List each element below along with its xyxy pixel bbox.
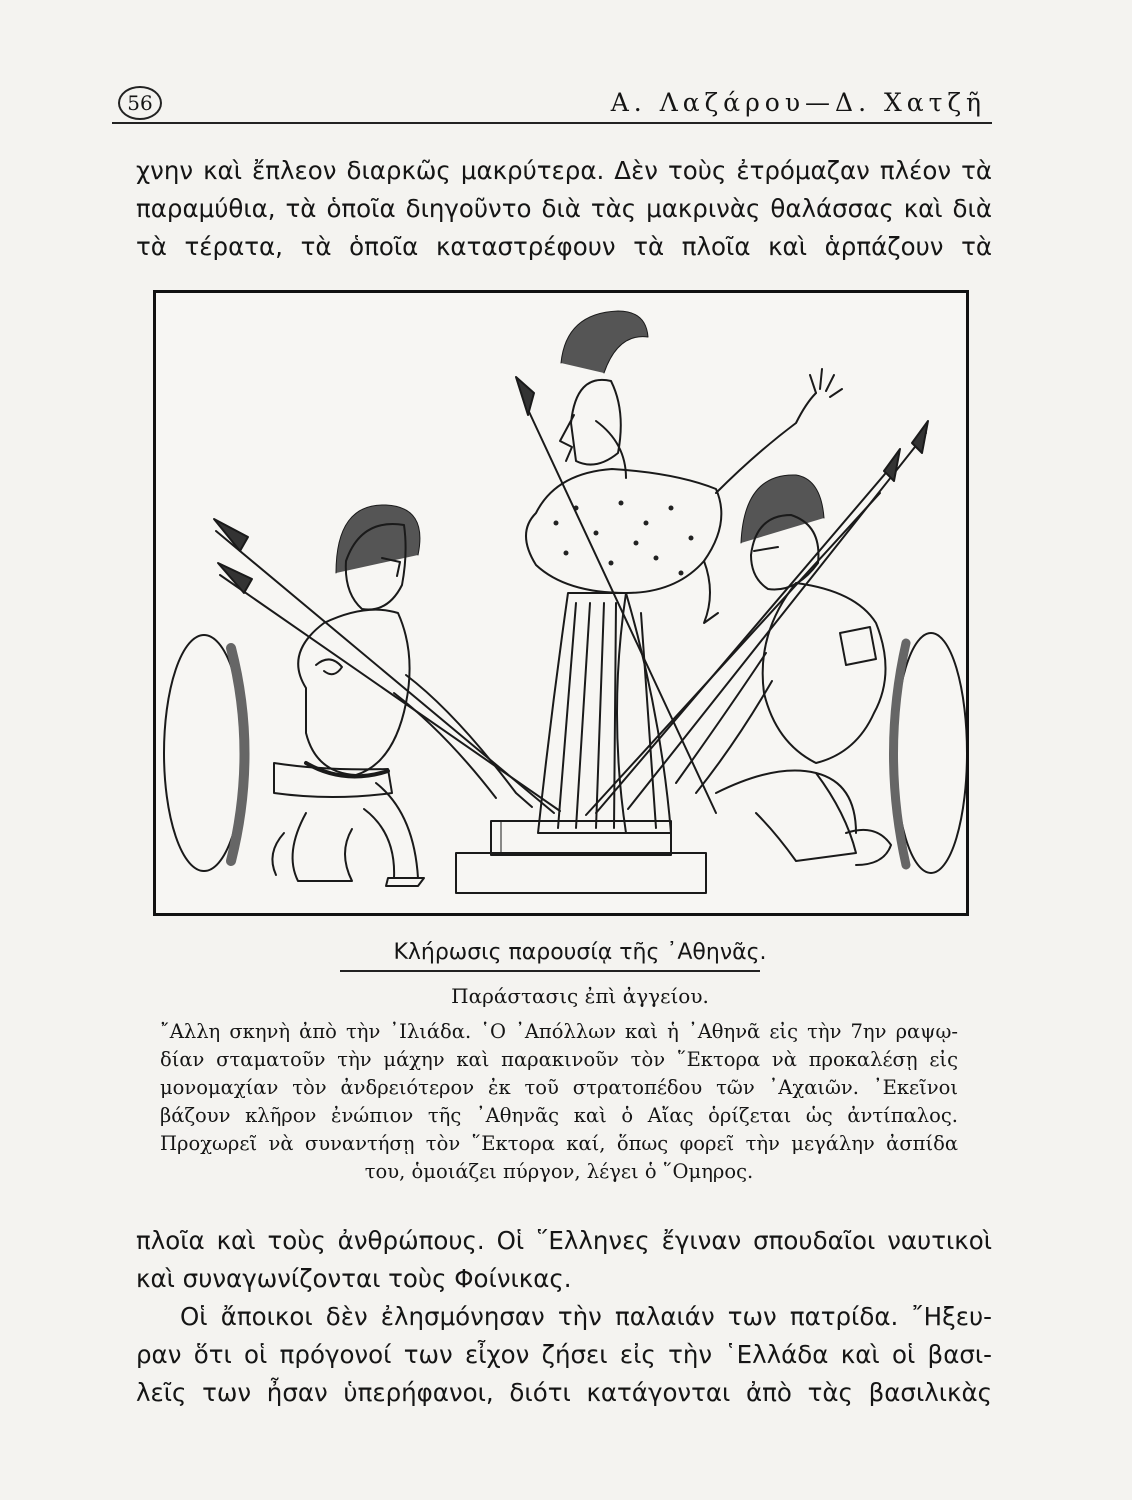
altar-illustration [456,821,706,893]
caption-underline [340,970,760,972]
text-line: ραν ὅτι οἱ πρόγονοί των εἶχον ζήσει εἰς τὴν ῾Ελλάδα καὶ οἱ βασι- [136,1340,992,1369]
figure-caption-title: Κλήρωσις παρουσίᾳ τῆς ᾿Αθηνᾶς. [393,940,767,965]
caption-line: ῎Αλλη σκηνὴ ἀπὸ τὴν ᾿Ιλιάδα. ῾Ο ᾿Απόλλων καὶ ἡ ᾿Αθηνᾶ εἰς τὴν 7ην ραψῳ- [160,1020,958,1043]
right-shield-illustration [894,633,967,873]
figure-caption-subtitle: Παράστασις ἐπὶ ἀγγείου. [451,984,709,1008]
text-line: τὰ τέρατα, τὰ ὁποῖα καταστρέφουν τὰ πλοῖα καὶ ἁρπάζουν τὰ [136,232,992,261]
caption-line: βάζουν κλῆρον ἐνώπιον τῆς ᾿Αθηνᾶς καὶ ὁ Αἴας ὁρίζεται ὡς ἀντίπαλος. [160,1104,958,1127]
right-spears-illustration [586,421,928,815]
text-line: Οἱ ἄποικοι δὲν ἐλησμόνησαν τὴν παλαιάν των πατρίδα. ῎Ηξευ- [180,1302,992,1331]
text-line: πλοῖα καὶ τοὺς ἀνθρώπους. Οἱ ῞Ελληνες ἔγιναν σπουδαῖοι ναυτικοὶ [136,1226,992,1255]
left-warrior-illustration [272,505,532,886]
athena-illustration [526,311,842,833]
text-line: παραμύθια, τὰ ὁποῖα διηγοῦντο διὰ τὰς μακρινὰς θαλάσσας καὶ διὰ [136,194,992,223]
text-line: καὶ συναγωνίζονται τοὺς Φοίνικας. [136,1264,572,1293]
right-warrior-illustration [676,475,891,865]
caption-line: δίαν σταματοῦν τὴν μάχην καὶ παρακινοῦν τὸν ῞Εκτορα νὰ προκαλέσῃ εἰς [160,1048,958,1071]
caption-line: μονομαχίαν τὸν ἀνδρειότερον ἐκ τοῦ στρατοπέδου τῶν ᾿Αχαιῶν. ᾿Εκεῖνοι [160,1076,958,1099]
running-header [112,78,992,124]
header-rule [112,122,992,124]
left-shield-illustration [164,635,245,871]
text-line: χνην καὶ ἔπλεον διαρκῶς μακρύτερα. Δὲν τοὺς ἐτρόμαζαν πλέον τὰ [136,156,992,185]
caption-line: του, ὁμοιάζει πύργον, λέγει ὁ ῞Ομηρος. [364,1160,754,1183]
running-head-authors: Α. Λαζάρου—Δ. Χατζῆ [610,88,986,117]
caption-line: Προχωρεῖ νὰ συναντήσῃ τὸν ῞Εκτορα καί, ὅπως φορεῖ τὴν μεγάλην ἀσπίδα [160,1132,958,1155]
text-line: λεῖς των ἦσαν ὑπερήφανοι, διότι κατάγονται ἀπὸ τὰς βασιλικὰς [136,1378,992,1407]
page-number: 56 [118,86,162,120]
vase-painting-figure [153,290,969,916]
